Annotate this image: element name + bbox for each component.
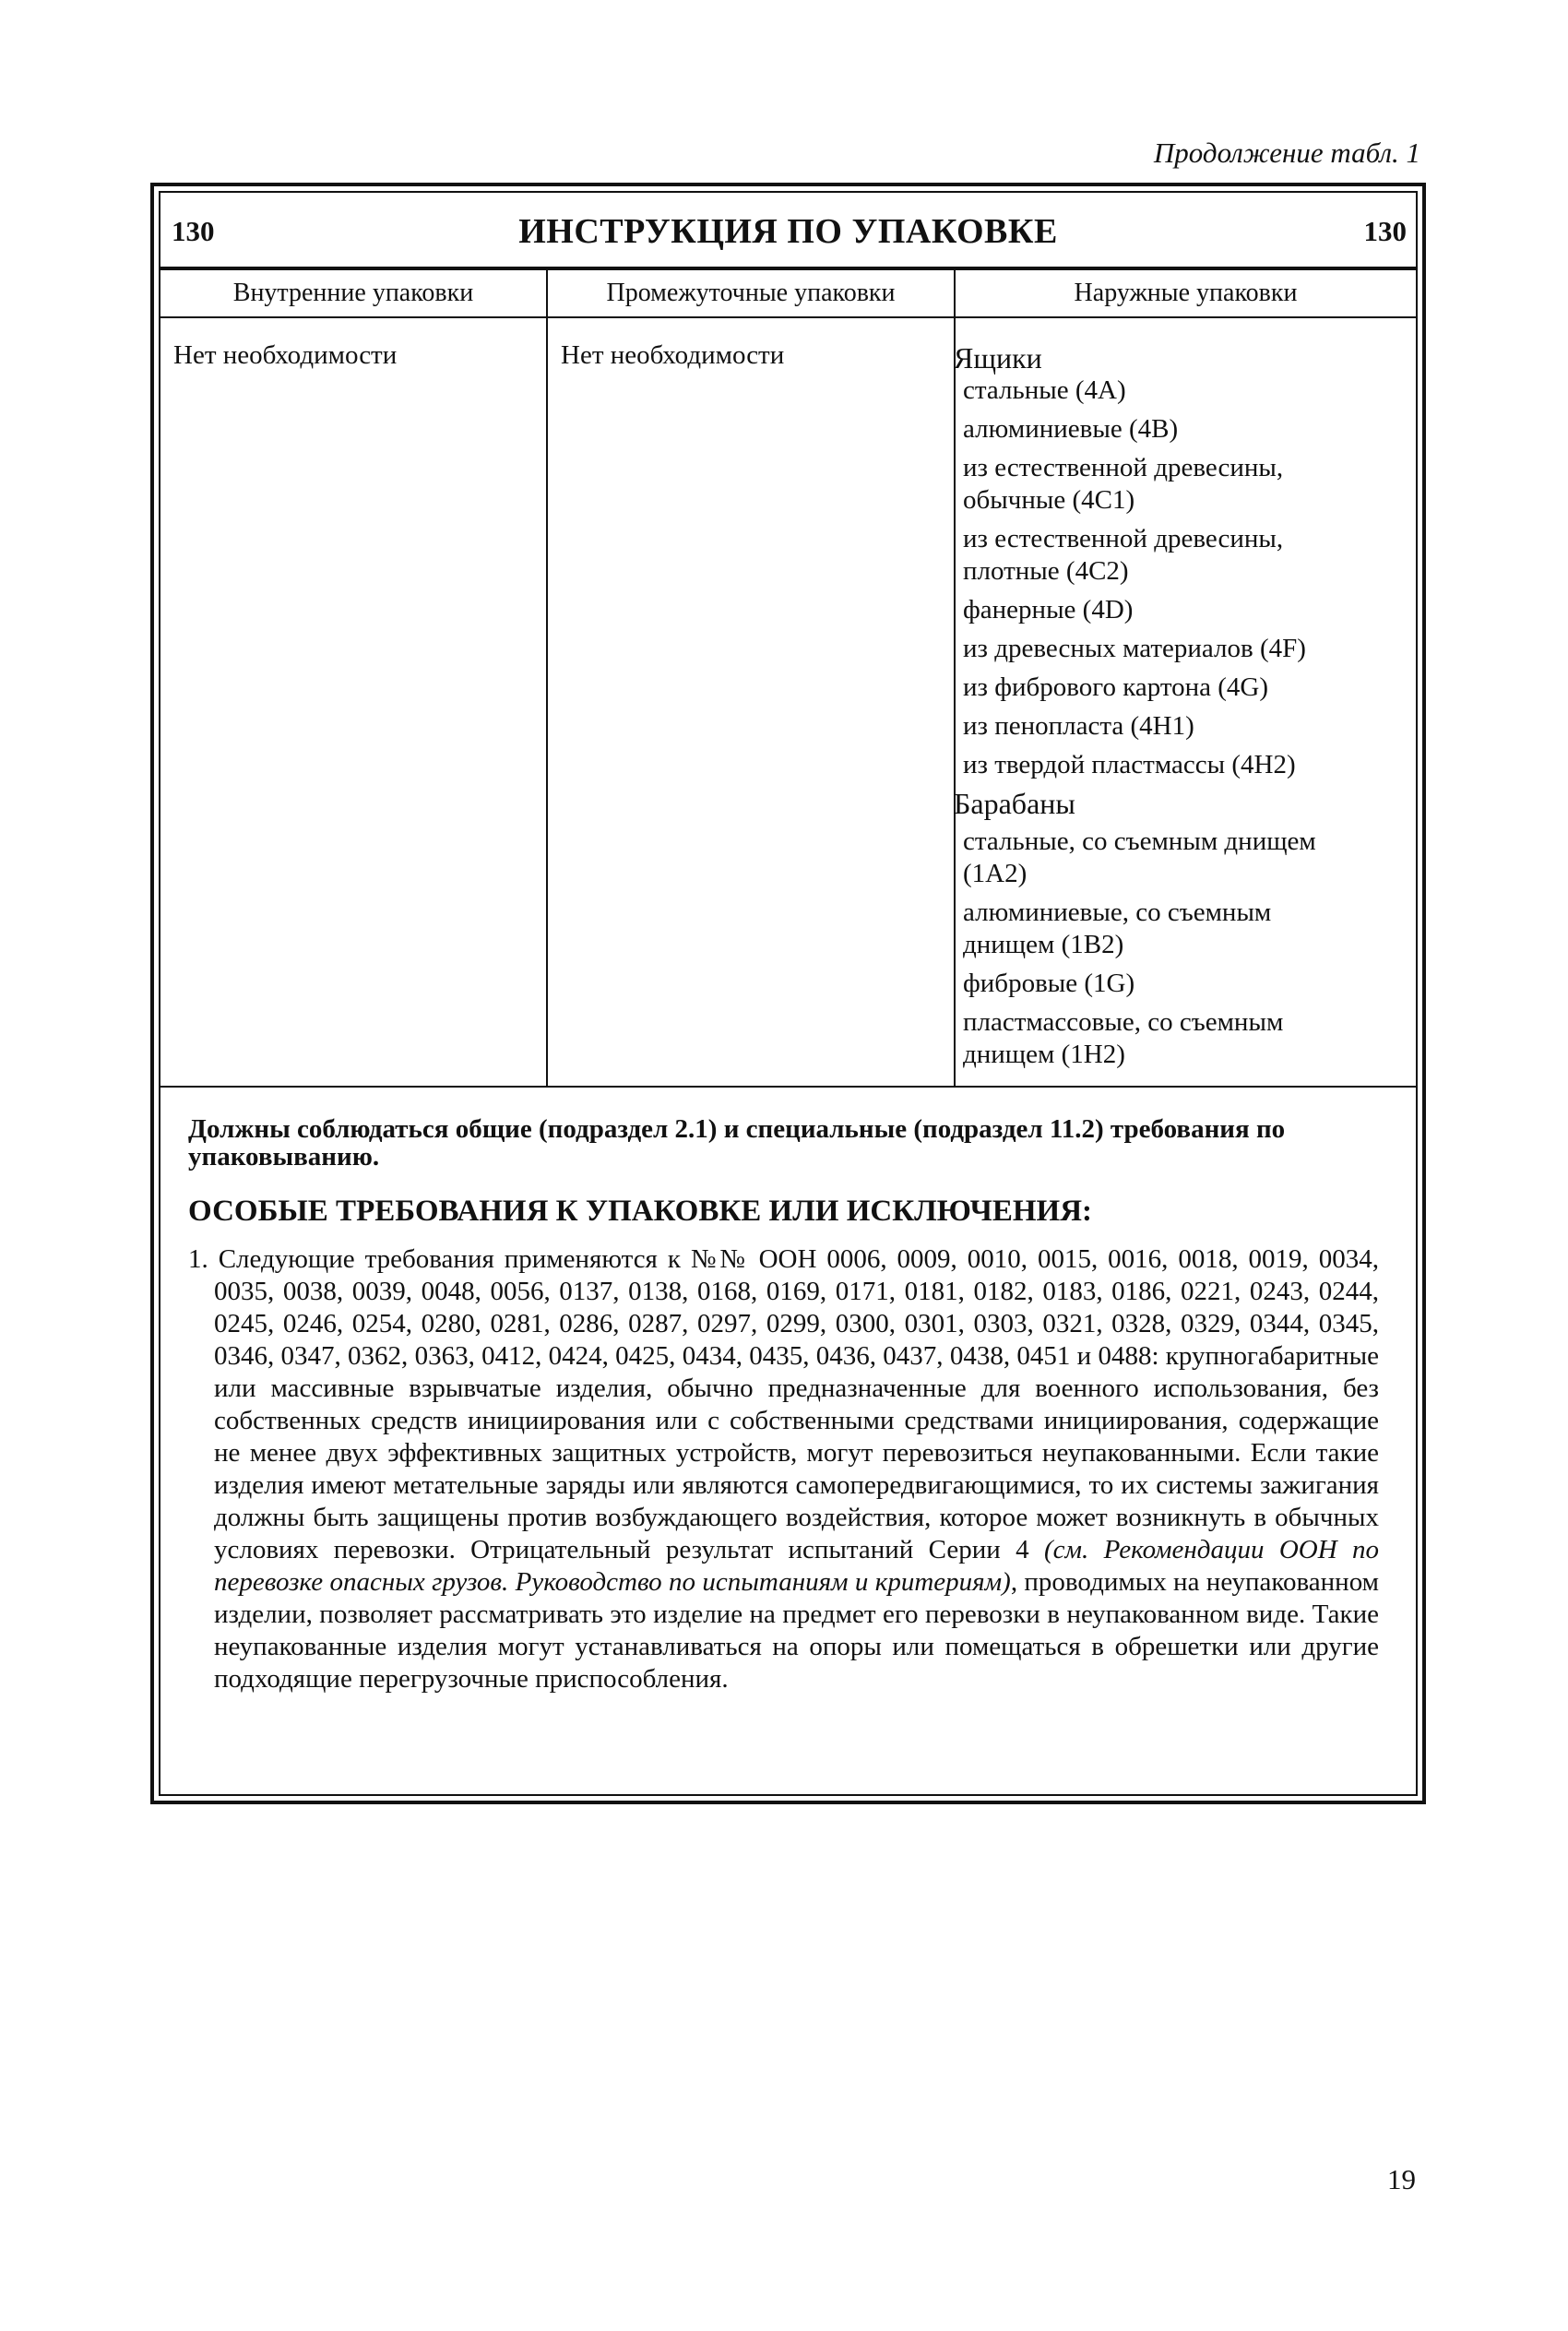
column-header-outer: Наружные упаковки <box>1074 279 1298 307</box>
continuation-label: Продолжение табл. 1 <box>1153 137 1420 169</box>
intermediate-packaging-value: Нет необходимости <box>561 340 785 370</box>
list-item: из пенопласта (4H1) <box>963 711 1194 741</box>
packing-instruction-table <box>150 183 1426 1804</box>
header-separator <box>160 268 1416 270</box>
special-text-part-1: 1. Следующие требования применяются к №№ ООН 0006, 0009, 0010, 0015, 0016, 0018, 0019, 0034, 0035, 0038, 0039, 0048, 0056, 0137, 0138, 0168, 0169, 0171, 0181, 0182, 0183, 0186, 0221, 0243, 0244, 0245, 0246, 0254, 0280, 0281, 0286, 0287, 0297, 0299, 0300, 0301, 0303, 0321, 0328, 0329, 0344, 0345, 0346, 0347, 0362, 0363, 0412, 0424, 0425, 0434, 0435, 0436, 0437, 0438, 0451 и 0488: крупногабаритные или массивные взрывчатые изделия, обычно предназначенные для военного использования, без собственных средств инициирования или с собственными средствами инициирования, содержащие не менее двух эффективных защитных устройств, могут перевозиться неупакованными. Если такие изделия имеют метательные заряды или являются самопередвигающимися, то их системы зажигания должны быть защищены против возбуждающего воздействия, которое может возникнуть в обычных условиях перевозки. Отрицательный результат испытаний Серии 4 <box>188 1244 1379 1564</box>
list-item: из фибрового картона (4G) <box>963 672 1269 702</box>
table-inner-border <box>159 191 1418 1796</box>
list-item: из естественной древесины, обычные (4C1) <box>963 453 1284 515</box>
list-item: стальные, со съемным днищем (1A2) <box>963 827 1316 888</box>
instruction-number-left: 130 <box>172 215 215 247</box>
column-header-row <box>160 270 1416 318</box>
instruction-number-right: 130 <box>1363 215 1407 247</box>
column-divider-1 <box>546 268 548 1088</box>
special-requirement-paragraph <box>188 1243 1379 1695</box>
inner-packaging-value: Нет необходимости <box>173 340 398 370</box>
list-item: фибровые (1G) <box>963 969 1135 998</box>
column-header-intermediate: Промежуточные упаковки <box>606 279 896 307</box>
special-requirements-heading: ОСОБЫЕ ТРЕБОВАНИЯ К УПАКОВКЕ ИЛИ ИСКЛЮЧЕНИЯ: <box>188 1195 1093 1228</box>
list-item: из твердой пластмассы (4H2) <box>963 750 1296 779</box>
list-item: из древесных материалов (4F) <box>963 634 1306 663</box>
outer-packaging-list <box>954 342 1350 1077</box>
list-item: алюминиевые, со съемным днищем (1B2) <box>963 898 1272 959</box>
table-header <box>160 193 1416 268</box>
list-item: пластмассовые, со съемным днищем (1H2) <box>963 1007 1284 1069</box>
instruction-title: ИНСТРУКЦИЯ ПО УПАКОВКЕ <box>518 212 1058 251</box>
column-header-inner: Внутренние упаковки <box>232 279 474 307</box>
list-item: стальные (4A) <box>963 375 1126 405</box>
general-requirements: Должны соблюдаться общие (подраздел 2.1) и специальные (подраздел 11.2) требования по упаковыванию. <box>188 1114 1286 1171</box>
special-text-reference: (см. Рекомендации ООН по перевозке опасных грузов. Руководство по испытаниям и критериям) <box>214 1535 1379 1597</box>
list-item: фанерные (4D) <box>963 595 1134 624</box>
page-number: 19 <box>1387 2163 1416 2195</box>
boxes-label: Ящики <box>954 341 1042 375</box>
requirements-section <box>188 1115 1379 1695</box>
list-item: алюминиевые (4B) <box>963 414 1179 444</box>
drums-label: Барабаны <box>954 787 1075 820</box>
special-text-part-2: , проводимых на неупакованном изделии, позволяет рассматривать это изделие на предмет его перевозки в неупакованном виде. Такие неупакованные изделия могут устанавливаться на опоры или помещаться в обрешетки или другие подходящие перегрузочные приспособления. <box>214 1567 1379 1694</box>
list-item: из естественной древесины, плотные (4C2) <box>963 524 1284 586</box>
body-separator <box>160 1086 1416 1088</box>
